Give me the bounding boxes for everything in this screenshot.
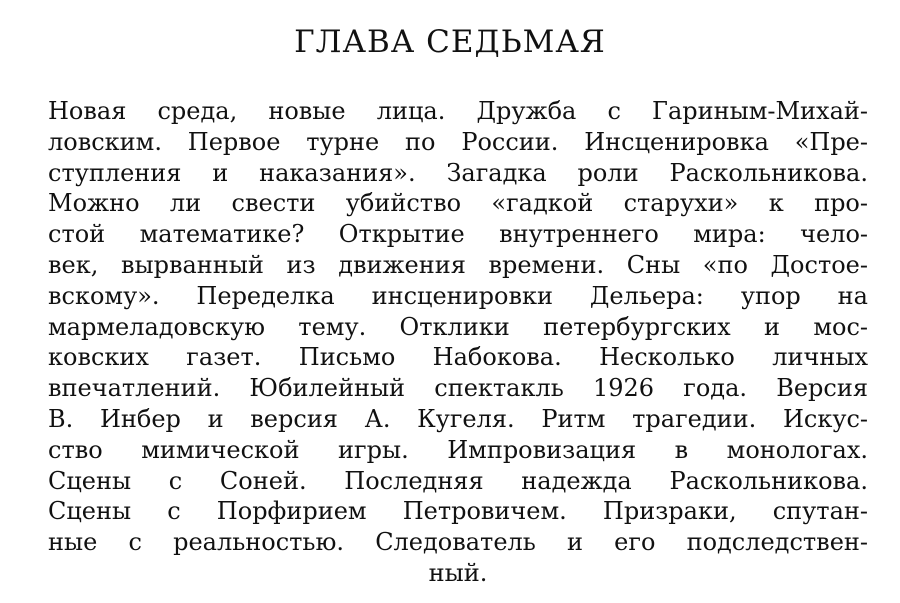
summary-line: В. Инбер и версия А. Кугеля. Ритм трагедии. Искус- xyxy=(48,404,868,433)
summary-line: ступления и наказания». Загадка роли Раскольникова. xyxy=(48,158,868,187)
summary-line: Сцены с Порфирием Петровичем. Призраки, спутан- xyxy=(48,497,868,526)
summary-line: Сцены с Соней. Последняя надежда Раскольникова. xyxy=(48,466,868,495)
summary-line: Можно ли свести убийство «гадкой старухи» к про- xyxy=(48,189,868,218)
summary-line: ловским. Первое турне по России. Инсценировка «Пре- xyxy=(48,127,868,156)
summary-line: стой математике? Открытие внутреннего мира: чело- xyxy=(48,220,868,249)
summary-line: Новая среда, новые лица. Дружба с Гариным-Михай- xyxy=(48,97,868,125)
summary-line: вскому». Переделка инсценировки Дельера: упор на xyxy=(48,281,868,310)
summary-line: ный. xyxy=(428,558,488,587)
summary-line: впечатлений. Юбилейный спектакль 1926 года. Версия xyxy=(48,374,868,403)
summary-line: ные с реальностью. Следователь и его подследствен- xyxy=(48,528,868,557)
chapter-summary xyxy=(48,96,868,589)
summary-line: мармеладовскую тему. Отклики петербургских и мос- xyxy=(48,312,868,341)
chapter-title: ГЛАВА СЕДЬМАЯ xyxy=(294,24,606,60)
summary-line: ковских газет. Письмо Набокова. Несколько личных xyxy=(48,343,868,372)
summary-line: ство мимической игры. Импровизация в монологах. xyxy=(48,435,868,464)
summary-line: век, вырванный из движения времени. Сны «по Достоe- xyxy=(48,250,868,279)
